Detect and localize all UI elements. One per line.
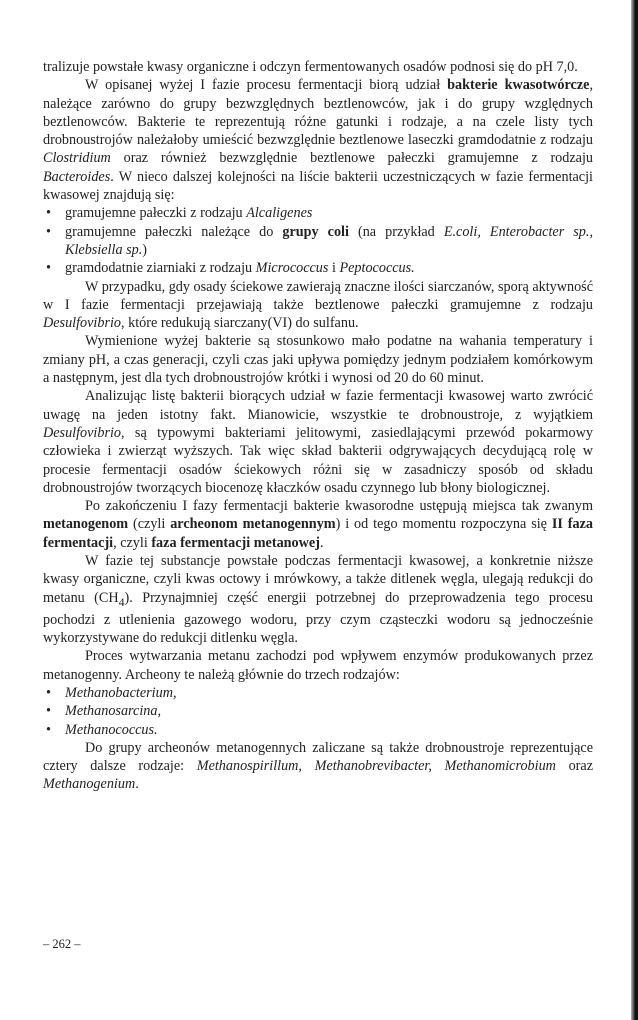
text-run: Proces wytwarzania metanu zachodzi pod wpływem enzymów produkowanych przez metanogenny. Archeony te należą głównie do trzech rodzajów: (43, 648, 593, 683)
text-run: ). Przynajmniej część energii potrzebnej do przeprowadzenia tego procesu pochodzi z utlenienia gazowego wodoru, przy czym cząsteczki wodoru są jednocześnie wykorzystywane do redukcji ditlenku węgla. (43, 589, 593, 647)
text-run: Po zakończeniu I fazy fermentacji bakterie kwasorodne ustępują miejsca tak zwanym (85, 498, 593, 515)
text-run: Wymienione wyżej bakterie są stosunkowo mało podatne na wahania temperatury i zmiany pH, a czas generacji, czyli czas jaki upływa pomiędzy jednym podziałem komórkowym a następnym, jest dla tych drobnoustrojów krótki i wynosi od 20 do 60 minut. (43, 333, 593, 387)
paragraph-0 (43, 58, 593, 76)
paragraph-1 (43, 76, 593, 204)
italic-term: Methanospirillum, Methanobrevibacter, Methanomicrobium (196, 758, 556, 775)
paragraph-7 (43, 647, 593, 684)
paragraph-4 (43, 387, 593, 497)
text-run: tralizuje powstałe kwasy organiczne i odczyn fermentowanych osadów podnosi się do pH 7,0. (43, 59, 578, 75)
bold-term: metanogenom (43, 516, 129, 533)
paragraph-8 (43, 739, 593, 794)
text-run: . (135, 776, 139, 793)
italic-term: Methanogenium (43, 776, 136, 793)
bold-term: archeonom metanogennym (170, 516, 336, 533)
bold-term: II faza fermentacji (43, 516, 593, 551)
text-run: Do grupy archeonów metanogennych zaliczane są także drobnoustroje reprezentujące cztery dalsze rodzaje: (43, 739, 593, 775)
text-run: gramdodatnie ziarniaki z rodzaju (65, 260, 256, 277)
page-number: – 262 – (43, 937, 81, 951)
text-run: Analizując listę bakterii biorących udział w fazie fermentacji kwasowej warto zwrócić uwagę na jeden istotny fakt. Mianowicie, wszystkie te drobnoustroje, z wyjątkiem (43, 388, 593, 423)
text-run: ) i od tego momentu rozpoczyna się (335, 516, 552, 533)
text-run: W fazie tej substancje powstałe podczas fermentacji kwasowej, a konkretnie niższe kwasy organiczne, czyli kwas octowy i mrówkowy, a także ditlenek węgla, ulegają redukcji do metanu (CH (43, 553, 593, 606)
text-run: , które redukują siarczany(VI) do sulfanu. (121, 315, 359, 332)
italic-term: Desulfovibrio (43, 315, 122, 332)
text-run: (na przykład (348, 223, 444, 240)
italic-term: Desulfovibrio (43, 424, 122, 441)
list-item (43, 223, 593, 260)
paragraph-5 (43, 497, 593, 552)
text-run: (czyli (128, 516, 171, 533)
text-run: , są typowymi bakteriami jelitowymi, zasiedlającymi przewód pokarmowy człowieka i zwierząt wyższych. Tak więc skład bakterii odgrywających decydującą rolę w procesie fermentacji osadów ściekowych różni się w zasadniczy sposób od składu drobnoustrojów tworzących biocenozę kłaczków osadu czynnego lub błony biologicznej. (43, 424, 593, 496)
text-run: gramujemne pałeczki z rodzaju (65, 205, 247, 222)
list-item (43, 702, 593, 720)
list-item (43, 259, 593, 277)
text-run: , czyli (113, 534, 152, 551)
page-edge-shadow (631, 0, 638, 1020)
italic-term: Peptococcus. (339, 260, 415, 277)
paragraph-2 (43, 278, 593, 333)
list-item (43, 721, 593, 739)
bold-term: bakterie kwasotwórcze (447, 77, 590, 94)
text-run: gramujemne pałeczki należące do (65, 223, 283, 240)
paragraph-6 (43, 552, 593, 647)
italic-term: Methanosarcina, (65, 703, 162, 720)
bold-term: faza fermentacji metanowej (151, 534, 320, 551)
text-run: . (319, 534, 324, 551)
methanogen-list (43, 684, 593, 739)
text-run: oraz również bezwzględnie beztlenowe pałeczki gramujemne z rodzaju (110, 150, 593, 167)
italic-term: Alcaligenes (246, 205, 313, 222)
italic-term: Methanobacterium, (65, 684, 177, 701)
text-run: ) (142, 241, 147, 258)
subscript: 4 (118, 594, 125, 609)
text-run: . W nieco dalszej kolejności na liście bakterii uczestniczących w fazie fermentacji kwasowej znajdują się: (43, 168, 593, 204)
text-run: W przypadku, gdy osady ściekowe zawierają znaczne ilości siarczanów, sporą aktywność w I fazie fermentacji przejawiają także beztlenowe pałeczki gramujemne z rodzaju (43, 278, 593, 313)
italic-term: Micrococcus (255, 260, 329, 277)
list-item (43, 204, 593, 222)
body-text (43, 58, 593, 794)
list-item (43, 684, 593, 702)
text-run: i (328, 260, 340, 277)
italic-term: Methanococcus. (65, 721, 158, 738)
italic-term: Bacteroides (43, 168, 111, 185)
bold-term: grupy coli (282, 223, 349, 240)
italic-term: E.coli, Enterobacter sp., Klebsiella sp. (65, 223, 593, 258)
text-run: W opisanej wyżej I fazie procesu fermentacji biorą udział (85, 77, 448, 94)
text-run: oraz (555, 758, 594, 775)
bacteria-list (43, 204, 593, 277)
text-run: , należące zarówno do grupy bezwzględnych beztlenowców, jak i do grupy względnych beztlenowców. Bakterie te reprezentują różne gatunki i rodzaje, a na czele listy tych drobnoustrojów należałoby umieścić bezwzględnie beztlenowe laseczki gramdodatnie z rodzaju (43, 77, 593, 149)
paragraph-3 (43, 332, 593, 387)
italic-term: Clostridium (43, 150, 111, 167)
